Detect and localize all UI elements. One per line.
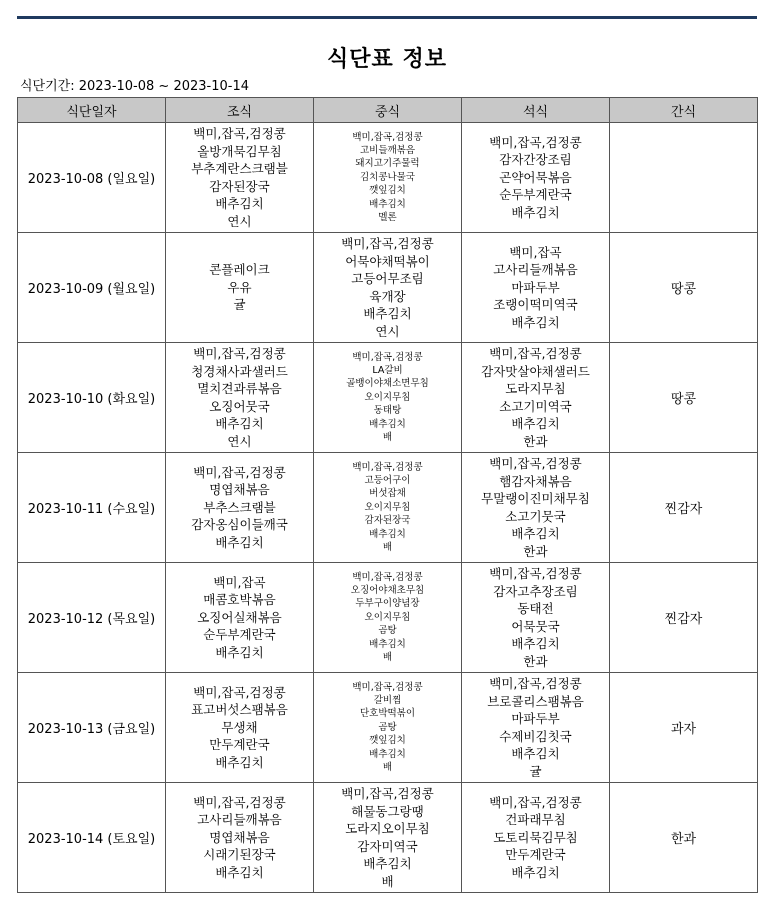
- menu-item: 배추김치: [511, 416, 560, 431]
- menu-item: 배추김치: [215, 864, 264, 880]
- snack-cell: 찐감자: [610, 563, 758, 673]
- menu-item: 배: [382, 652, 393, 664]
- snack-cell: 한과: [610, 783, 758, 893]
- lunch-cell: [314, 783, 462, 893]
- menu-item: 곰탕: [378, 625, 397, 637]
- menu-item: 백미,잡곡,검정콩: [489, 566, 582, 581]
- menu-item: 돼지고기주물럭: [355, 158, 420, 170]
- menu-item: 백미,잡곡,검정콩: [193, 684, 286, 700]
- menu-item: 수제비김칫국: [499, 728, 572, 744]
- lunch-cell: [314, 233, 462, 343]
- menu-item: 갈비찜: [373, 694, 402, 706]
- table-row: [18, 233, 758, 343]
- menu-item: 감자고추장조림: [493, 583, 578, 599]
- menu-item: 고등어무조림: [351, 271, 424, 286]
- menu-item: 소고기뭇국: [505, 508, 566, 524]
- menu-item: 오이지무침: [364, 391, 411, 403]
- menu-item: 시래기된장국: [203, 847, 276, 863]
- menu-item: 백미,잡곡,검정콩: [489, 456, 582, 471]
- menu-item: 김치콩나물국: [359, 171, 416, 183]
- menu-date: 2023-10-08 (일요일): [18, 123, 166, 233]
- menu-item: 무생채: [221, 719, 258, 735]
- menu-period: 식단기간: 2023-10-08 ~ 2023-10-14: [20, 79, 250, 94]
- menu-item: 마파두부: [511, 711, 560, 726]
- column-header-date: 식단일자: [18, 98, 166, 123]
- breakfast-cell: [166, 453, 314, 563]
- column-header-snack: 간식: [610, 98, 758, 123]
- menu-item: 백미,잡곡: [509, 244, 562, 260]
- menu-item: 감자옹심이들깨국: [191, 517, 288, 533]
- menu-item: 도토리묵김무침: [493, 829, 578, 845]
- menu-item: 백미,잡곡,검정콩: [489, 346, 582, 361]
- menu-item: 어묵야채떡볶이: [345, 253, 430, 269]
- column-header-dinner: 석식: [462, 98, 610, 123]
- lunch-cell: [314, 343, 462, 453]
- menu-item: 배추김치: [511, 526, 560, 541]
- menu-item: 배추김치: [369, 198, 406, 210]
- menu-item: 백미,잡곡,검정콩: [193, 794, 286, 810]
- menu-item: 순두부계란국: [499, 187, 572, 203]
- table-row: [18, 453, 758, 563]
- menu-item: 브로콜리스팸볶음: [487, 693, 584, 709]
- menu-item: 콘플레이크: [209, 262, 270, 278]
- menu-item: 귤: [529, 763, 542, 779]
- menu-item: 고사리들깨볶음: [197, 812, 282, 828]
- snack-cell: 과자: [610, 673, 758, 783]
- page-title: 식단표 정보: [327, 47, 447, 72]
- menu-date: 2023-10-13 (금요일): [18, 673, 166, 783]
- menu-item: 연시: [227, 213, 252, 229]
- lunch-cell: [314, 673, 462, 783]
- lunch-cell: [314, 563, 462, 673]
- menu-date: 2023-10-11 (수요일): [18, 453, 166, 563]
- menu-item: 만두계란국: [505, 847, 566, 863]
- menu-item: 백미,잡곡,검정콩: [352, 461, 423, 473]
- menu-item: 부추계란스크램블: [191, 161, 288, 176]
- menu-item: 동태탕: [373, 405, 402, 417]
- table-row: [18, 123, 758, 233]
- menu-item: 마파두부: [511, 279, 560, 295]
- menu-item: 고등어구이: [364, 474, 411, 486]
- menu-item: 부추스크램블: [203, 499, 276, 515]
- menu-item: 깻잎김치: [369, 735, 406, 747]
- menu-item: 멜론: [378, 212, 397, 224]
- menu-item: 매콤호박볶음: [203, 592, 276, 608]
- menu-item: 동태전: [517, 601, 554, 616]
- menu-item: 배추김치: [363, 856, 412, 871]
- menu-item: 표고버섯스팸볶음: [191, 702, 288, 718]
- menu-item: 배추김치: [369, 528, 406, 540]
- menu-item: 감자된장국: [209, 178, 270, 194]
- menu-date: 2023-10-12 (목요일): [18, 563, 166, 673]
- menu-item: 백미,잡곡,검정콩: [193, 346, 286, 361]
- menu-item: 백미,잡곡,검정콩: [193, 126, 286, 141]
- menu-item: 두부구이양념장: [355, 598, 420, 610]
- menu-item: 배: [382, 762, 393, 774]
- breakfast-cell: [166, 563, 314, 673]
- menu-item: 배추김치: [369, 748, 406, 760]
- menu-item: 감자된장국: [364, 515, 411, 527]
- menu-item: 배추김치: [363, 306, 412, 321]
- lunch-cell: [314, 453, 462, 563]
- menu-item: 백미,잡곡,검정콩: [352, 351, 423, 363]
- menu-item: 오징어야채초무침: [350, 584, 425, 596]
- menu-item: 명엽채볶음: [209, 829, 270, 845]
- menu-item: 배추김치: [215, 196, 264, 211]
- snack-cell: 땅콩: [610, 233, 758, 343]
- menu-date: 2023-10-14 (토요일): [18, 783, 166, 893]
- menu-item: 청경채사과샐러드: [191, 363, 288, 379]
- menu-item: 귤: [233, 297, 246, 313]
- menu-item: 연시: [227, 433, 252, 449]
- table-row: [18, 343, 758, 453]
- dinner-cell: [462, 343, 610, 453]
- snack-cell: [610, 123, 758, 233]
- menu-item: 백미,잡곡,검정콩: [352, 131, 423, 143]
- menu-item: 멸치견과류볶음: [197, 381, 282, 396]
- menu-item: 배추김치: [215, 754, 264, 770]
- menu-item: 도라지오이무침: [345, 821, 430, 836]
- menu-item: 백미,잡곡,검정콩: [489, 134, 582, 150]
- breakfast-cell: [166, 673, 314, 783]
- menu-item: 배추김치: [369, 638, 406, 650]
- menu-item: 소고기미역국: [499, 398, 572, 414]
- breakfast-cell: [166, 783, 314, 893]
- menu-item: 배추김치: [215, 534, 264, 550]
- dinner-cell: [462, 673, 610, 783]
- breakfast-cell: [166, 123, 314, 233]
- column-header-breakfast: 조식: [166, 98, 314, 123]
- menu-item: 배추김치: [511, 204, 560, 220]
- table-row: [18, 783, 758, 893]
- table-row: [18, 673, 758, 783]
- menu-item: 만두계란국: [209, 737, 270, 753]
- menu-item: 해물동그랑땡: [351, 803, 424, 819]
- dinner-cell: [462, 783, 610, 893]
- menu-item: 백미,잡곡,검정콩: [352, 681, 423, 693]
- menu-item: 육개장: [369, 288, 406, 304]
- menu-item: 백미,잡곡,검정콩: [341, 786, 434, 801]
- menu-item: 백미,잡곡,검정콩: [341, 236, 434, 251]
- breakfast-cell: [166, 343, 314, 453]
- menu-item: 건파래무침: [505, 812, 566, 828]
- menu-item: 오이지무침: [364, 611, 411, 623]
- menu-item: 백미,잡곡,검정콩: [489, 794, 582, 810]
- table-row: [18, 563, 758, 673]
- snack-cell: 찐감자: [610, 453, 758, 563]
- menu-item: 감자간장조림: [499, 152, 572, 168]
- menu-item: 명엽채볶음: [209, 482, 270, 498]
- menu-item: 감자맛살야채샐러드: [481, 363, 590, 379]
- menu-item: 배추김치: [511, 314, 560, 330]
- dinner-cell: [462, 563, 610, 673]
- dinner-cell: [462, 233, 610, 343]
- menu-item: 백미,잡곡: [213, 574, 266, 590]
- snack-cell: 땅콩: [610, 343, 758, 453]
- menu-item: 배추김치: [511, 864, 560, 880]
- menu-item: 배: [382, 432, 393, 444]
- menu-date: 2023-10-10 (화요일): [18, 343, 166, 453]
- menu-date: 2023-10-09 (월요일): [18, 233, 166, 343]
- menu-item: 우유: [227, 279, 252, 295]
- menu-item: 백미,잡곡,검정콩: [352, 571, 423, 583]
- menu-item: 연시: [375, 323, 400, 339]
- menu-item: 오징어뭇국: [209, 398, 270, 414]
- breakfast-cell: [166, 233, 314, 343]
- menu-item: 한과: [523, 653, 548, 669]
- menu-item: 순두부계란국: [203, 627, 276, 643]
- menu-item: 한과: [523, 433, 548, 449]
- menu-item: 깻잎김치: [369, 185, 406, 197]
- menu-item: 배추김치: [215, 416, 264, 431]
- dinner-cell: [462, 123, 610, 233]
- menu-item: 단호박떡볶이: [359, 708, 416, 720]
- menu-item: 조랭이떡미역국: [493, 297, 578, 313]
- menu-item: 버섯잡채: [369, 488, 406, 500]
- menu-item: 백미,잡곡,검정콩: [489, 676, 582, 691]
- table-header-row: [18, 98, 758, 123]
- menu-item: 배추김치: [511, 636, 560, 651]
- lunch-cell: [314, 123, 462, 233]
- menu-item: 백미,잡곡,검정콩: [193, 464, 286, 480]
- menu-item: 배추김치: [215, 644, 264, 660]
- menu-item: 배: [382, 542, 393, 554]
- top-divider: [17, 16, 757, 19]
- menu-item: 어묵뭇국: [511, 618, 560, 634]
- menu-item: 감자미역국: [357, 838, 418, 854]
- menu-item: LA갈비: [372, 364, 403, 376]
- menu-item: 오이지무침: [364, 501, 411, 513]
- menu-item: 곤약어묵볶음: [499, 169, 572, 185]
- menu-item: 햄감자채볶음: [499, 473, 572, 489]
- menu-item: 한과: [523, 543, 548, 559]
- column-header-lunch: 중식: [314, 98, 462, 123]
- menu-item: 배추김치: [369, 418, 406, 430]
- meal-table: [17, 97, 758, 893]
- dinner-cell: [462, 453, 610, 563]
- menu-item: 오징어실채볶음: [197, 609, 282, 625]
- menu-item: 올방개묵김무침: [197, 143, 282, 159]
- menu-item: 배: [381, 873, 394, 889]
- menu-item: 도라지무침: [505, 381, 566, 396]
- menu-item: 무말랭이진미채무침: [481, 491, 590, 506]
- menu-item: 골뱅이야채소면무침: [346, 378, 429, 390]
- menu-item: 배추김치: [511, 746, 560, 761]
- menu-item: 고사리들깨볶음: [493, 262, 578, 278]
- menu-item: 곰탕: [378, 721, 397, 733]
- menu-item: 고비들깨볶음: [359, 144, 416, 156]
